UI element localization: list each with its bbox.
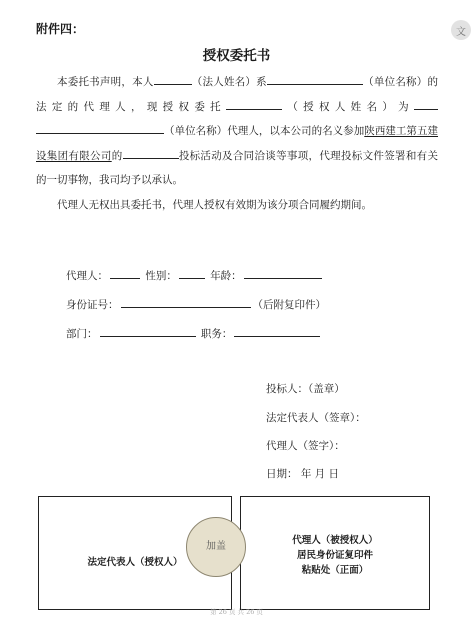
- blank-unit-name[interactable]: [267, 73, 363, 85]
- seal-stamp-area: [186, 517, 246, 577]
- document-body: [36, 70, 438, 217]
- department-field[interactable]: [100, 325, 196, 337]
- attachment-heading: 附件四：: [36, 22, 85, 36]
- agent-name-field[interactable]: [110, 267, 140, 279]
- company-name: 陕西建工第五建设集团有限公司: [36, 125, 439, 162]
- seal-label: 加盖: [206, 541, 226, 552]
- translate-icon[interactable]: 文: [451, 20, 471, 40]
- id-number-row: 身份证号： （后附复印件）: [66, 296, 326, 312]
- paragraph-validity: 代理人无权出具委托书，代理人授权有效期为该分项合同履约期间。: [57, 198, 372, 211]
- agent-sign-line: 代理人（签字）：: [266, 440, 345, 452]
- age-field[interactable]: [244, 267, 322, 279]
- gender-field[interactable]: [179, 267, 205, 279]
- blank-authorized-name[interactable]: [226, 98, 282, 110]
- agent-info-row: 代理人： 性别： 年龄：: [66, 267, 324, 283]
- date-line: 日期： 年 月 日: [266, 468, 340, 480]
- page-number: 第 26 页 共 26 页: [210, 608, 263, 616]
- blank-legal-name[interactable]: [154, 73, 192, 85]
- bidder-seal-line: 投标人：（盖章）: [266, 383, 345, 395]
- agent-id-box: [240, 496, 430, 610]
- blank-agent-unit-b[interactable]: [36, 122, 164, 134]
- document-title: 授权委托书: [202, 48, 271, 64]
- legal-rep-sign-line: 法定代表人（签章）：: [266, 412, 366, 424]
- id-number-field[interactable]: [121, 296, 251, 308]
- blank-project-name[interactable]: [123, 147, 179, 159]
- agent-box-label: 代理人（被授权人） 居民身份证复印件 粘贴处（正面）: [292, 535, 378, 576]
- paragraph-declaration: 本委托书声明，本人 （法人姓名）系 （单位名称）的法定的代理人，现授权委托 （授权人姓名）为（单位名称）代理人，以本公司的名义参加陕西建工第五建设集团有限公司的 投标活动及合同洽谈等事项，代理投标文件签署和有关的一切事物，我司均予以承认。: [36, 70, 438, 193]
- legal-rep-box-label: 法定代表人（授权人）: [87, 557, 183, 568]
- blank-agent-unit-a[interactable]: [414, 98, 438, 110]
- department-row: 部门： 职务：: [66, 325, 322, 341]
- position-field[interactable]: [234, 325, 320, 337]
